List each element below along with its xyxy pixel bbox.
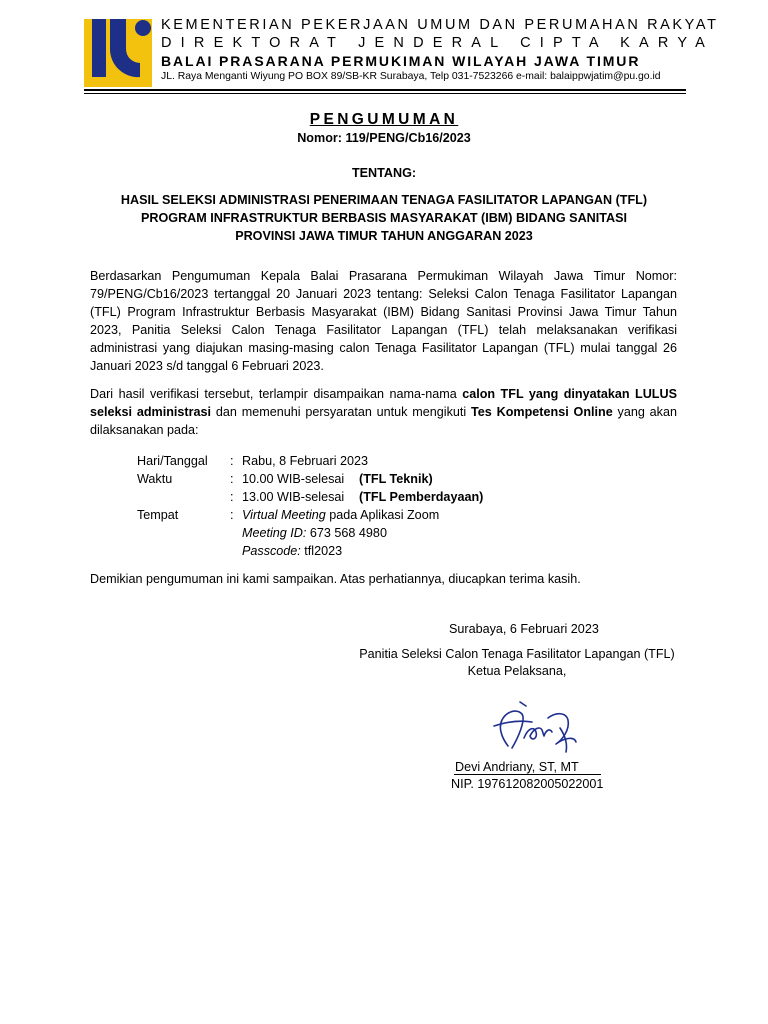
signature-underline [454,774,601,775]
time-tag-2: (TFL Pemberdayaan) [359,490,484,504]
announcement-title: PENGUMUMAN [309,111,459,128]
passcode-label: Passcode: [242,544,301,558]
colon: : [230,454,234,468]
letterhead-rule-thick [84,89,686,91]
para2-text: Dari hasil verifikasi tersebut, terlampir disampaikan nama-nama [90,387,463,401]
ministry-name: KEMENTERIAN PEKERJAAN UMUM DAN PERUMAHAN RAKYAT [161,17,719,33]
signatory-role: Ketua Pelaksana, [467,664,567,678]
body-paragraph-1: Berdasarkan Pengumuman Kepala Balai Prasarana Permukiman Wilayah Jawa Timur Nomor: 79/PENG/Cb16/2023 tertanggal 20 Januari 2023 tentang: Seleksi Calon Tenaga Fasilitator Lapangan (TFL) Program Infrastruktur Berbasis Masyarakat (IBM) Bidang Sanitasi Provinsi Jawa Timur Tahun 2023, Panitia Seleksi Calon Tenaga Fasilitator Lapangan (TFL) telah melaksanakan verifikasi administrasi yang diajukan masing-masing calon Tenaga Fasilitator Lapangan (TFL) mulai tanggal 26 Januari 2023 s/d tanggal 6 Februari 2023. [90,269,677,373]
meeting-id-value: 673 568 4980 [306,526,387,540]
letterhead-rule-thin [84,93,686,94]
signatory-name: Devi Andriany, ST, MT [455,760,579,774]
meeting-id [242,524,387,542]
place-italic: Virtual Meeting [242,508,326,522]
subject-line: HASIL SELEKSI ADMINISTRASI PENERIMAAN TENAGA FASILITATOR LAPANGAN (TFL) [120,193,648,207]
passcode-value: tfl2023 [300,544,343,558]
place-label: Tempat [137,508,179,522]
place-date: Surabaya, 6 Februari 2023 [449,622,599,636]
time-label: Waktu [137,472,173,486]
para2-text: yang akan dilaksanakan pada: [90,405,677,437]
body-paragraph-2 [90,385,677,439]
pupr-logo [84,19,152,87]
subject-line: PROVINSI JAWA TIMUR TAHUN ANGGARAN 2023 [235,229,533,243]
time-tag-1: (TFL Teknik) [359,472,433,486]
time-value-2: 13.00 WIB-selesai [242,490,345,504]
subject-line: PROGRAM INFRASTRUKTUR BERBASIS MASYARAKAT (IBM) BIDANG SANITASI [140,211,628,225]
directorate-name: DIREKTORAT JENDERAL CIPTA KARYA [161,35,714,51]
handwritten-signature [486,698,582,760]
office-address: JL. Raya Menganti Wiyung PO BOX 89/SB-KR Surabaya, Telp 031-7523266 e-mail: balaippwjatim@pu.go.id [161,71,661,82]
place-rest: pada Aplikasi Zoom [325,508,440,522]
para2-emphasis: Tes Kompetensi Online [471,405,613,419]
announcement-subject [0,191,768,245]
place-value [242,506,439,524]
announcement-number: Nomor: 119/PENG/Cb16/2023 [297,131,471,145]
colon: : [230,472,234,486]
regarding-label: TENTANG: [351,166,417,180]
office-name: BALAI PRASARANA PERMUKIMAN WILAYAH JAWA TIMUR [161,53,641,69]
date-label: Hari/Tanggal [137,454,208,468]
signatory-nip: NIP. 197612082005022001 [451,777,604,791]
date-value: Rabu, 8 Februari 2023 [242,454,369,468]
closing-paragraph: Demikian pengumuman ini kami sampaikan. Atas perhatiannya, diucapkan terima kasih. [90,572,581,586]
committee-name: Panitia Seleksi Calon Tenaga Fasilitator Lapangan (TFL) [359,647,675,661]
time-value-1: 10.00 WIB-selesai [242,472,345,486]
para2-text: dan memenuhi persyaratan untuk mengikuti [211,405,472,419]
passcode [242,542,342,560]
meeting-id-label: Meeting ID: [242,526,307,540]
colon: : [230,490,234,504]
para2-emphasis: calon TFL yang dinyatakan LULUS seleksi administrasi [90,387,677,419]
colon: : [230,508,234,522]
